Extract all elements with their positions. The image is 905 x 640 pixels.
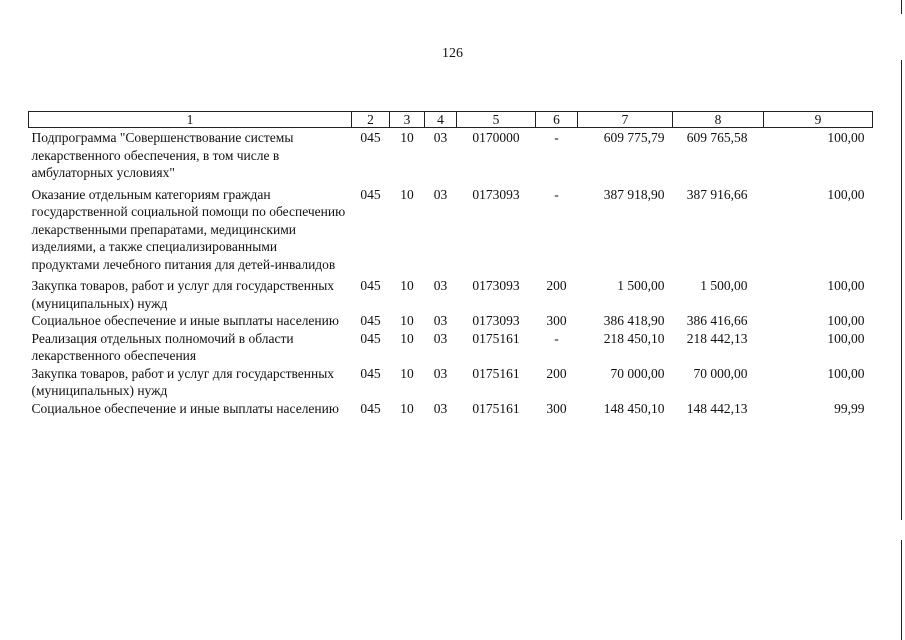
row-ministry-code: 045 <box>360 313 381 328</box>
header-col-3: 3 <box>390 112 425 128</box>
row-planned-amount: 609 775,79 <box>603 130 665 145</box>
scan-edge-line-top <box>901 0 902 14</box>
row-actual-amount: 70 000,00 <box>693 365 748 381</box>
row-name: Реализация отдельных полномочий в области лекарственного обеспечения <box>31 330 294 363</box>
table-header-row <box>29 112 873 128</box>
row-planned-amount: 1 500,00 <box>617 278 665 293</box>
row-target-code: 0173093 <box>472 186 520 202</box>
table-row <box>29 128 873 182</box>
row-ministry-code: 045 <box>360 400 381 416</box>
row-actual-amount: 218 442,13 <box>686 330 748 346</box>
row-name: Закупка товаров, работ и услуг для государственных (муниципальных) нужд <box>31 365 335 398</box>
row-section-code: 10 <box>400 365 414 381</box>
header-col-2: 2 <box>352 112 390 128</box>
row-section-code: 10 <box>400 186 414 202</box>
row-expense-type: 200 <box>546 278 567 293</box>
row-target-code: 0175161 <box>472 330 520 346</box>
row-name: Социальное обеспечение и иные выплаты населению <box>31 400 339 416</box>
row-subsection-code: 03 <box>433 186 448 202</box>
row-planned-amount: 148 450,10 <box>603 400 665 416</box>
scan-edge-line-bottom <box>901 540 902 640</box>
row-name: Социальное обеспечение и иные выплаты населению <box>31 313 339 328</box>
row-subsection-code: 03 <box>433 365 448 381</box>
table-row <box>29 400 873 418</box>
row-target-code: 0175161 <box>472 365 520 381</box>
row-actual-amount: 609 765,58 <box>686 130 748 145</box>
row-actual-amount: 148 442,13 <box>686 400 748 416</box>
row-target-code: 0175161 <box>472 400 520 416</box>
row-subsection-code: 03 <box>433 278 448 293</box>
row-section-code: 10 <box>400 313 414 328</box>
row-ministry-code: 045 <box>360 330 381 346</box>
row-name: Подпрограмма "Совершенствование системы лекарственного обеспечения, в том числе в амбулаторных условиях" <box>31 130 294 180</box>
row-section-code: 10 <box>400 330 414 346</box>
row-expense-type: 300 <box>546 400 567 416</box>
header-col-1: 1 <box>29 112 352 128</box>
row-ministry-code: 045 <box>360 365 381 381</box>
row-name: Закупка товаров, работ и услуг для государственных (муниципальных) нужд <box>31 278 335 311</box>
header-col-7: 7 <box>578 112 673 128</box>
header-col-9: 9 <box>764 112 873 128</box>
row-execution-percent: 100,00 <box>827 330 865 346</box>
row-target-code: 0173093 <box>472 313 520 328</box>
table-row <box>29 365 873 400</box>
row-expense-type: 300 <box>546 313 567 328</box>
row-execution-percent: 100,00 <box>827 186 865 202</box>
row-planned-amount: 218 450,10 <box>603 330 665 346</box>
row-subsection-code: 03 <box>433 313 448 328</box>
page-number: 126 <box>442 46 463 61</box>
row-section-code: 10 <box>400 130 414 145</box>
row-planned-amount: 386 418,90 <box>603 313 665 328</box>
row-subsection-code: 03 <box>433 130 448 145</box>
row-subsection-code: 03 <box>433 400 448 416</box>
table-row <box>29 273 873 312</box>
row-actual-amount: 387 916,66 <box>686 186 748 202</box>
row-execution-percent: 100,00 <box>827 313 865 328</box>
header-col-4: 4 <box>425 112 457 128</box>
row-actual-amount: 386 416,66 <box>686 313 748 328</box>
table-row <box>29 182 873 274</box>
row-target-code: 0170000 <box>472 130 520 145</box>
row-planned-amount: 387 918,90 <box>603 186 665 202</box>
budget-table <box>28 111 873 417</box>
row-ministry-code: 045 <box>360 186 381 202</box>
row-execution-percent: 100,00 <box>827 278 865 293</box>
row-expense-type: - <box>554 130 559 145</box>
row-expense-type: 200 <box>546 365 567 381</box>
scan-edge-line-middle <box>901 60 902 520</box>
row-planned-amount: 70 000,00 <box>610 365 665 381</box>
row-expense-type: - <box>554 186 559 202</box>
row-execution-percent: 100,00 <box>827 365 865 381</box>
row-subsection-code: 03 <box>433 330 448 346</box>
row-execution-percent: 99,99 <box>834 400 865 416</box>
header-col-8: 8 <box>673 112 764 128</box>
row-execution-percent: 100,00 <box>827 130 865 145</box>
table-row <box>29 312 873 330</box>
row-section-code: 10 <box>400 400 414 416</box>
header-col-6: 6 <box>536 112 578 128</box>
row-actual-amount: 1 500,00 <box>700 278 748 293</box>
row-ministry-code: 045 <box>360 130 381 145</box>
row-name: Оказание отдельным категориям граждан государственной социальной помощи по обеспечению лекарственными препаратами, медицинскими изделиями, а также специализированными продуктами лечебного питания для детей-инвалидов <box>31 186 346 272</box>
row-section-code: 10 <box>400 278 414 293</box>
header-col-5: 5 <box>457 112 536 128</box>
row-ministry-code: 045 <box>360 278 381 293</box>
table-row <box>29 330 873 365</box>
row-target-code: 0173093 <box>472 278 520 293</box>
row-expense-type: - <box>554 330 559 346</box>
